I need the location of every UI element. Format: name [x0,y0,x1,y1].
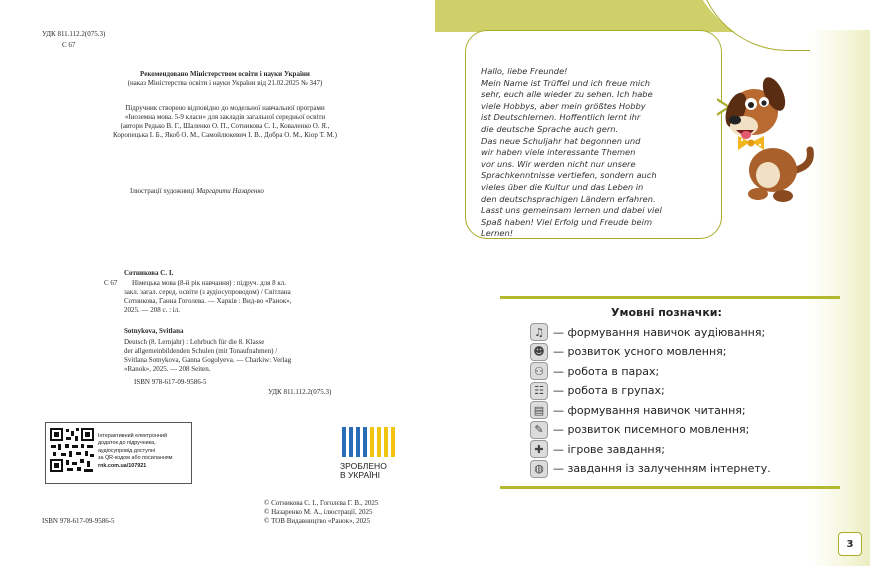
made-in-line: ЗРОБЛЕНО [340,461,387,471]
speech-bubble-line: sehr, euch alle wieder zu sehen. Ich habe [481,89,653,100]
speech-bubble-line: vor uns. Wir werden nicht nur unsere [481,158,636,169]
legend-bottom-rule [500,486,840,489]
catalog-ua [124,279,354,315]
page-number: 3 [838,532,862,556]
udk-bottom: УДК 811.112.2(075.3) [268,388,332,396]
speech-bubble-line: vieles über die Kultur und das Leben in [481,181,644,192]
reading-icon: ▤ [530,401,548,419]
qr-block [45,422,192,484]
legend-title: Умовні позначки: [611,306,722,319]
speech-bubble-line: die deutsche Sprache auch gern. [481,123,619,134]
recommendation-block [80,70,370,88]
code-top: С 67 [62,41,76,49]
pair-icon: ⚇ [530,362,548,380]
author-name-de: Sotnykova, Svitlana [124,327,184,335]
isbn-bottom: ISBN 978-617-09-9586-5 [42,517,115,525]
legend-item [530,362,659,380]
speaking-icon: ☻ [530,343,548,361]
writing-icon: ✎ [530,421,548,439]
illustrations-label: Ілюстрації художниці [130,187,195,195]
speech-bubble-line: Lasst uns gemeinsam lernen und dabei viel [481,205,662,216]
speech-bubble-line: Sprachkenntnisse vertiefen, sondern auch [481,170,657,181]
speech-bubble-line: ist Deutschlernen. Hoffentlich lernt ihr [481,112,641,123]
qr-caption [98,433,172,470]
speech-bubble-line: Das neue Schuljahr hat begonnen und [481,135,641,146]
illustrations-credit [130,187,264,196]
catalog-line: «Ranok», 2025. — 208 Seiten. [124,365,211,373]
catalog-line: Сотникова, Ганна Гоголева. — Харків : Вид-во «Ранок», [124,297,292,305]
qr-caption-line: аудіосупровід доступні [98,447,155,454]
legend-top-rule [500,296,840,299]
code-mid: С 67 [104,279,118,287]
catalog-line: der allgemeinbildenden Schulen (mit Tonaufnahmen) / [124,347,278,355]
ukraine-stripes-icon [340,427,398,457]
model-program-line: Коропецька І. Б., Якоб О. М., Самойлюкевич І. В., Добра О. М., Кіор Т. М.) [113,131,337,139]
copyright-block [264,499,378,526]
recommend-line-1: Рекомендовано Міністерством освіти і науки України [140,70,310,78]
isbn-mid: ISBN 978-617-09-9586-5 [134,378,207,386]
speech-bubble-line: den deutschsprachigen Ländern erfahren. [481,193,656,204]
qr-link[interactable]: rnk.com.ua/107921 [98,462,147,469]
author-name: Сотникова С. І. [124,269,174,277]
qr-caption-line: Інтерактивний електронний [98,433,167,439]
legend-item [530,460,771,478]
internet-icon: ◍ [530,460,548,478]
model-program-block [30,104,420,140]
speech-bubble-line: wir haben viele interessante Themen [481,147,636,158]
qr-caption-line: за QR-кодом або посиланням [98,455,173,462]
legend-item [530,440,665,458]
recommend-line-2: (наказ Міністерства освіти і науки України від 21.02.2025 № 347) [127,79,323,87]
dog-mascot-icon [718,70,818,210]
catalog-de [124,338,364,374]
udk-top: УДК 811.112.2(075.3) [42,30,106,38]
model-program-line: «Іноземна мова. 5-9 класи» для закладів загальної середньої освіти [124,113,326,121]
legend-item [530,323,765,341]
copyright-line: © Назаренко М. А., ілюстрації, 2025 [264,508,373,516]
legend-item [530,382,665,400]
game-icon: ✚ [530,440,548,458]
legend-item-label: — робота в групах; [553,384,665,397]
catalog-line: Німецька мова (8-й рік навчання) : підруч. для 8 кл. [132,279,286,287]
legend-item-label: — формування навичок читання; [553,403,746,417]
right-page [435,0,870,566]
catalog-line: Deutsch (8. Lernjahr) : Lehrbuch für die 8. Klasse [124,338,265,346]
legend-item-label: — розвиток усного мовлення; [553,345,727,358]
legend-item-label: — робота в парах; [553,364,660,378]
made-in-ukraine-logo [340,427,398,480]
copyright-line: © ТОВ Видавництво «Ранок», 2025 [264,517,371,525]
legend-item [530,421,749,439]
made-in-line: В УКРАЇНІ [340,470,381,480]
group-icon: ☷ [530,382,548,400]
legend-item-label: — розвиток писемного мовлення; [553,423,750,436]
qr-caption-line: додаток до підручника, [98,440,156,447]
made-in-caption [340,462,398,480]
headphones-icon: ♫ [530,323,548,341]
model-program-line: (автори Редько В. Г., Шаленко О. П., Сотникова С. І., Коваленко О. Я., [120,122,330,130]
catalog-line: закл. загал. серед. освіти (з аудіосупроводом) / Світлана [124,288,291,296]
legend-item-label: — ігрове завдання; [553,442,665,456]
speech-bubble-line: Mein Name ist Trüffel und ich freue mich [481,77,651,88]
speech-bubble-line: Lernen! [481,228,514,239]
legend-item [530,343,726,361]
speech-bubble-line: Spaß haben! Viel Erfolg und Freude beim [481,216,653,227]
model-program-line: Підручник створено відповідно до модельної навчальної програми [125,104,325,112]
copyright-line: © Сотникова С. І., Гоголєва Г. В., 2025 [264,499,379,507]
speech-bubble-line: viele Hobbys, aber mein größtes Hobby [481,100,646,111]
qr-code-icon[interactable] [49,427,95,473]
speech-bubble-text [481,66,719,240]
speech-bubble-line: Hallo, liebe Freunde! [481,66,568,76]
illustrations-name: Маргарити Назаренко [196,187,264,195]
catalog-line: 2025. — 208 с. : іл. [124,306,180,314]
legend-item-label: — формування навичок аудіювання; [553,325,766,339]
legend-item [530,401,746,419]
catalog-line: Svitlana Sotnykova, Ganna Gogolyeva. — Charkiw: Verlag [124,356,292,364]
legend-item-label: — завдання із залученням інтернету. [553,462,771,475]
